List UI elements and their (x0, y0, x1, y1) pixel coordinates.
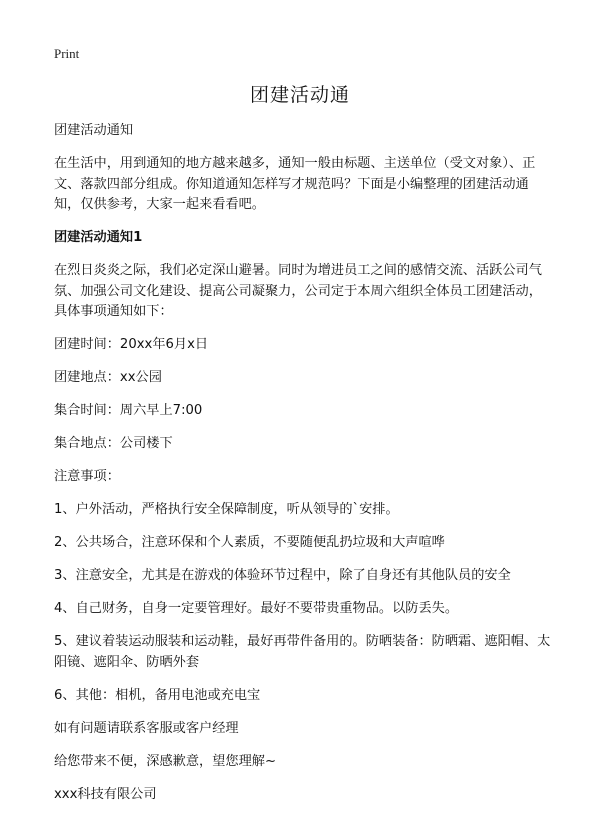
gather-time: 集合时间：周六早上7:00 (54, 403, 203, 418)
note-item: 4、自己财务，自身一定要管理好。最好不要带贵重物品。以防丢失。 (54, 601, 459, 616)
company-signature: xxx科技有限公司 (54, 786, 157, 802)
note-item: 6、其他：相机，备用电池或充电宝 (54, 687, 261, 703)
note-item: 1、户外活动，严格执行安全保障制度，听从领导的`安排。 (54, 502, 399, 517)
intro-paragraph: 在生活中，用到通知的地方越来越多，通知一般由标题、主送单位（受文对象）、正文、落款四部分组成。你知道通知怎样写才规范吗？下面是小编整理的团建活动通知，仅供参考，大家一起来看看吧。 (54, 156, 536, 212)
notes-label: 注意事项： (54, 469, 120, 484)
gather-place: 集合地点：公司楼下 (54, 436, 173, 451)
event-time: 团建时间：20xx年6月x日 (54, 337, 209, 352)
note-item: 3、注意安全，尤其是在游戏的体验环节过程中，除了自身还有其他队员的安全 (54, 568, 511, 583)
contact-line: 如有问题请联系客服或客户经理 (54, 720, 239, 736)
intro-subtitle: 团建活动通知 (54, 123, 134, 138)
notice-body: 在烈日炎炎之际，我们必定深山避暑。同时为增进员工之间的感情交流、活跃公司气氛、加强公司文化建设、提高公司凝聚力，公司定于本周六组织全体员工团建活动，具体事项通知如下： (54, 263, 542, 319)
print-label: Print (54, 46, 80, 61)
apology-line: 给您带来不便，深感歉意，望您理解~ (54, 753, 277, 769)
note-item: 5、建议着装运动服装和运动鞋，最好再带件备用的。防晒装备：防晒霜、遮阳帽、太阳镜、遮阳伞、防晒外套 (54, 634, 551, 670)
event-place: 团建地点：xx公园 (54, 370, 162, 385)
note-item: 2、公共场合，注意环保和个人素质，不要随便乱扔垃圾和大声喧哗 (54, 535, 445, 550)
document-body (54, 121, 554, 818)
page-title: 团建活动通 (249, 84, 350, 106)
notice-heading: 团建活动通知1 (54, 230, 143, 245)
